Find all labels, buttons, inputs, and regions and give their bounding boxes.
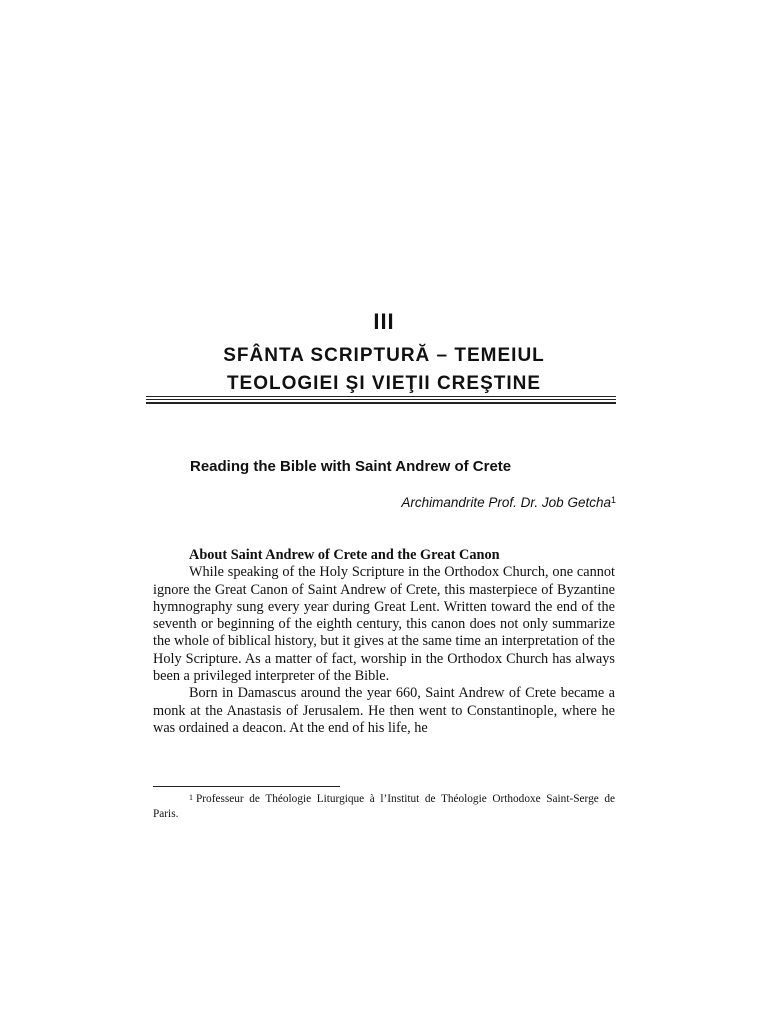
footnote-text: Professeur de Théologie Liturgique à l’Institut de Théologie Orthodoxe Saint-Serge de Paris.: [153, 793, 615, 820]
article-author: [401, 492, 616, 514]
divider-line: [146, 396, 616, 397]
chapter-divider: [146, 396, 616, 406]
article-title: Reading the Bible with Saint Andrew of Crete: [190, 458, 512, 475]
divider-line: [146, 399, 616, 400]
footnote-separator: [153, 786, 340, 787]
chapter-number: III: [373, 309, 395, 334]
divider-line: [146, 402, 616, 404]
footnote: [153, 792, 615, 822]
chapter-title-line-1: SFÂNTA SCRIPTURĂ – TEMEIUL: [223, 345, 545, 366]
author-name: Archimandrite Prof. Dr. Job Getcha: [401, 495, 611, 510]
chapter-title-line-2: TEOLOGIEI ŞI VIEŢII CREŞTINE: [226, 373, 542, 394]
footnote-reference[interactable]: 1: [610, 495, 616, 505]
paragraph: Born in Damascus around the year 660, Saint Andrew of Crete became a monk at the Anastasis of Jerusalem. He then went to Constantinople, where he was ordained a deacon. At the end of his life, he: [153, 685, 615, 736]
body-text: [153, 547, 615, 737]
footnote-number: 1: [189, 793, 193, 802]
paragraph: While speaking of the Holy Scripture in the Orthodox Church, one cannot ignore the Great Canon of Saint Andrew of Crete, this masterpiece of Byzantine hymnography sung every year during Great Lent. Written toward the end of the seventh or beginning of the eighth century, this canon does not only summarize the whole of biblical history, but it gives at the same time an interpretation of the Holy Scripture. As a matter of fact, worship in the Orthodox Church has always been a privileged interpreter of the Bible.: [153, 564, 616, 685]
chapter-title: [0, 342, 768, 398]
section-heading: About Saint Andrew of Crete and the Great Canon: [189, 547, 500, 563]
